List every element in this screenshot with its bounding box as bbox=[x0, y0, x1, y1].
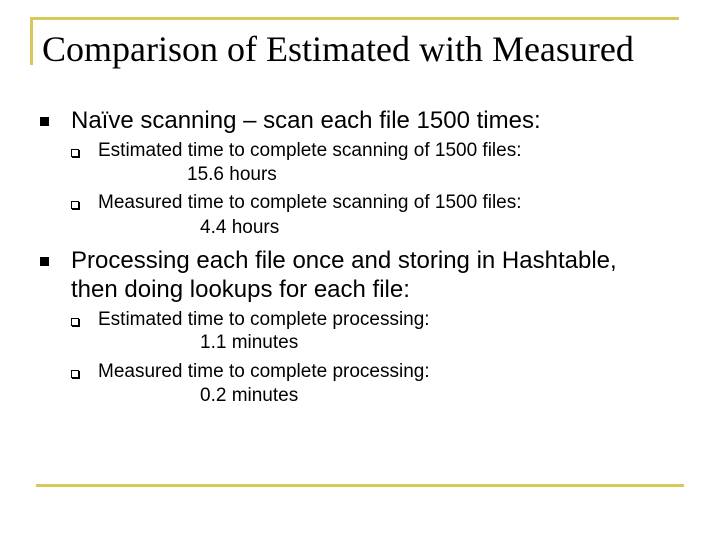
bullet-1-sub-2-line-1: Measured time to complete scanning of 1500 files: bbox=[98, 192, 522, 213]
bullet-1-sub-1-line-1: Estimated time to complete scanning of 1500 files: bbox=[98, 140, 522, 161]
left-accent-line bbox=[30, 17, 33, 65]
hollow-square-bullet-icon bbox=[71, 370, 79, 378]
bullet-2-sub-1-line-1: Estimated time to complete processing: bbox=[98, 309, 430, 330]
bullet-1-text: Naïve scanning – scan each file 1500 times: bbox=[71, 107, 541, 134]
bullet-2-text-line-2: then doing lookups for each file: bbox=[71, 276, 410, 303]
top-accent-line bbox=[32, 17, 679, 20]
filled-square-bullet-icon bbox=[40, 117, 49, 126]
bullet-1-sub-2-line-2: 4.4 hours bbox=[200, 217, 280, 238]
filled-square-bullet-icon bbox=[40, 257, 49, 266]
hollow-square-bullet-icon bbox=[71, 318, 79, 326]
bottom-accent-line bbox=[36, 484, 684, 487]
bullet-2-sub-1-line-2: 1.1 minutes bbox=[200, 332, 299, 353]
bullet-2-sub-2-line-1: Measured time to complete processing: bbox=[98, 361, 430, 382]
bullet-2-sub-2-line-2: 0.2 minutes bbox=[200, 385, 299, 406]
bullet-2-text-line-1: Processing each file once and storing in Hashtable, bbox=[71, 247, 617, 274]
hollow-square-bullet-icon bbox=[71, 149, 79, 157]
slide-title: Comparison of Estimated with Measured bbox=[42, 29, 634, 69]
bullet-1-sub-1-line-2: 15.6 hours bbox=[187, 164, 277, 185]
hollow-square-bullet-icon bbox=[71, 201, 79, 209]
